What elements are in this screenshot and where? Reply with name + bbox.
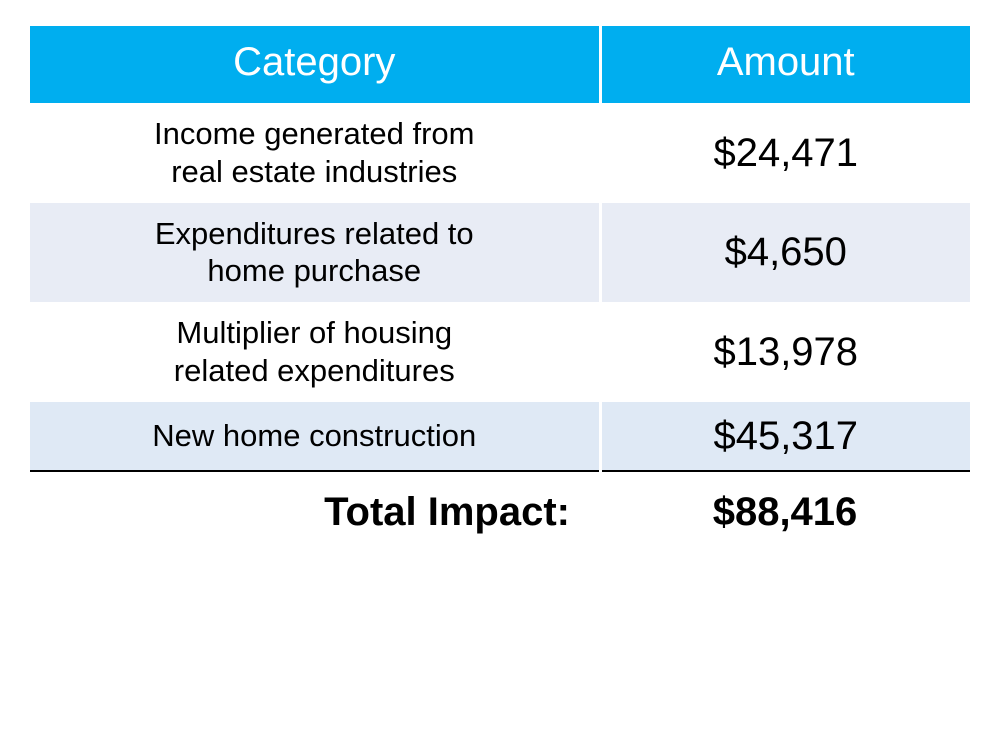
table-row (30, 103, 970, 203)
cell-category (30, 103, 600, 203)
cell-category-line1: Multiplier of housing (176, 315, 453, 351)
cell-category-line1: New home construction (152, 417, 477, 453)
table-total-row (30, 471, 970, 549)
table-body (30, 103, 970, 549)
cell-amount: $4,650 (600, 203, 970, 303)
table-row (30, 302, 970, 402)
cell-category (30, 402, 600, 471)
economic-impact-table (30, 26, 970, 549)
total-amount: $88,416 (600, 471, 970, 549)
table-row (30, 203, 970, 303)
cell-amount: $13,978 (600, 302, 970, 402)
cell-category-line1: Income generated from (153, 116, 475, 151)
cell-category-line2: related expenditures (173, 353, 455, 389)
column-header-category: Category (30, 26, 600, 103)
table-header-row (30, 26, 970, 103)
cell-category (30, 302, 600, 402)
table-row (30, 402, 970, 471)
cell-category-line1: Expenditures related to (154, 215, 474, 251)
column-header-amount: Amount (600, 26, 970, 103)
cell-category-line2: home purchase (207, 253, 422, 289)
cell-amount: $24,471 (600, 103, 970, 203)
cell-category (30, 203, 600, 303)
table-header (30, 26, 970, 103)
total-label: Total Impact: (30, 471, 600, 549)
impact-table-container (30, 26, 970, 549)
cell-category-line2: real estate industries (171, 153, 458, 189)
cell-amount: $45,317 (600, 402, 970, 471)
